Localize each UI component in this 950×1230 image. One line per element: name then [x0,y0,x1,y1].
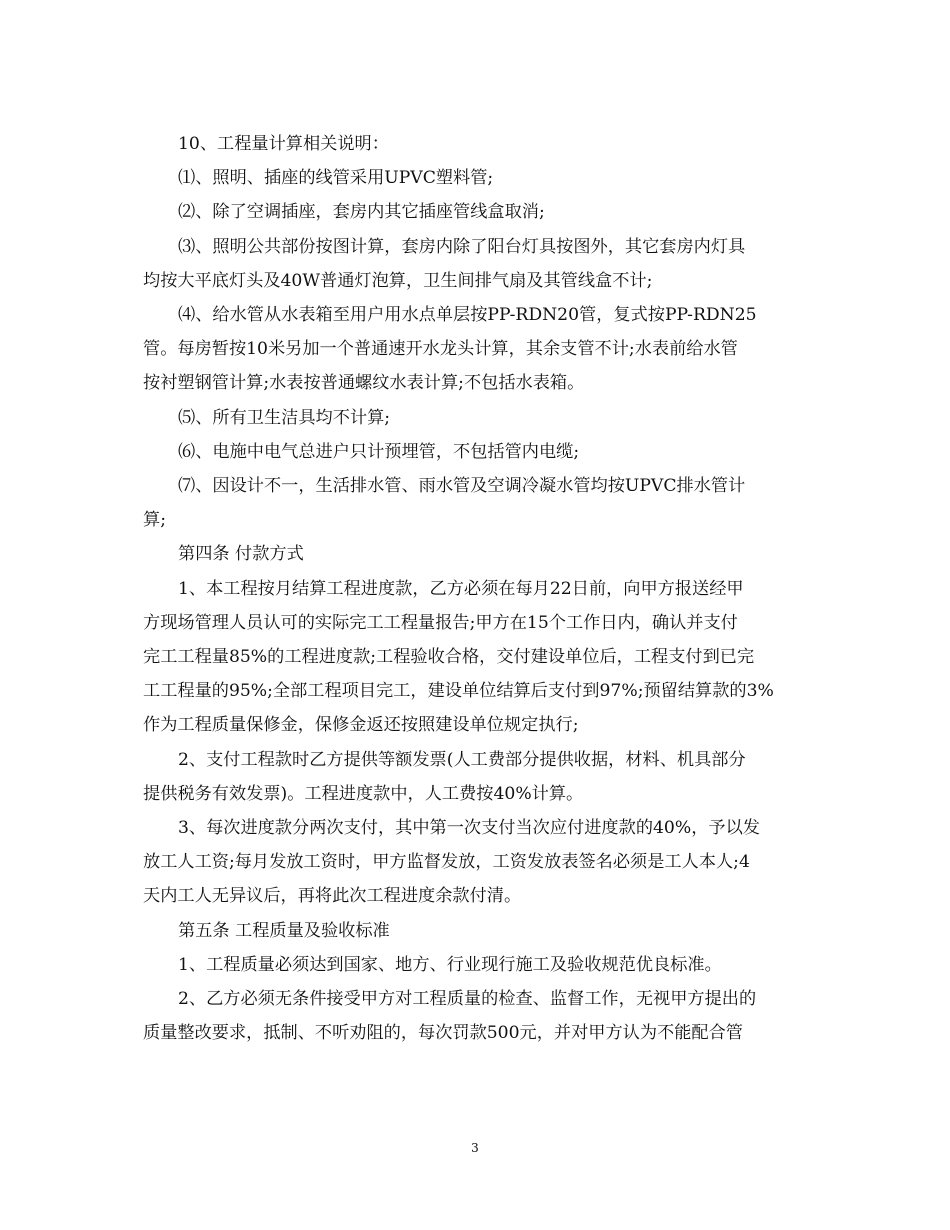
paragraph-p15 [143,982,813,1050]
text-line: ⑷、给水管从水表箱至用户用水点单层按PP-RDN20管，复式按PP-RDN25 [178,305,757,326]
text-line: 第四条 付款方式 [178,544,304,565]
paragraph-p8 [143,469,813,537]
paragraph-p3 [143,195,813,229]
text-line: 按衬塑钢管计算;水表按普通螺纹水表计算;不包括水表箱。 [143,373,585,394]
text-line: 第五条 工程质量及验收标准 [178,920,390,941]
text-line: 质量整改要求，抵制、不听劝阻的，每次罚款500元，并对甲方认为不能配合管 [143,1023,743,1044]
text-line: ⑺、因设计不一，生活排水管、雨水管及空调冷凝水管均按UPVC排水管计 [178,476,746,497]
text-line: 放工人工资;每月发放工资时，甲方监督发放，工资发放表签名必须是工人本人;4 [143,852,750,873]
text-line: 提供税务有效发票)。工程进度款中，人工费按40%计算。 [143,783,584,804]
paragraph-p2 [143,161,813,195]
paragraph-p5 [143,298,813,401]
paragraph-p11 [143,743,813,811]
text-line: ⑸、所有卫生洁具均不计算; [178,407,391,428]
text-line: 1、工程质量必须达到国家、地方、行业现行施工及验收规范优良标准。 [178,954,722,975]
text-line: ⑹、电施中电气总进户只计预埋管，不包括管内电缆; [178,441,580,462]
text-line: ⑴、照明、插座的线管采用UPVC塑料管; [178,168,494,189]
section-heading-article-4 [143,537,813,571]
text-line: 1、本工程按月结算工程进度款，乙方必须在每月22日前，向甲方报送经甲 [178,578,744,599]
text-line: 3、每次进度款分两次支付，其中第一次支付当次应付进度款的40%，予以发 [178,818,760,839]
section-heading-article-5 [143,914,813,948]
text-line: 均按大平底灯头及40W普通灯泡算，卫生间排气扇及其管线盒不计; [143,270,653,291]
paragraph-p10 [143,572,813,743]
document-body [143,127,813,1050]
text-line: 工工程量的95%;全部工程项目完工，建设单位结算后支付到97%;预留结算款的3% [143,681,774,702]
paragraph-p7 [143,435,813,469]
text-line: 2、乙方必须无条件接受甲方对工程质量的检查、监督工作，无视甲方提出的 [178,989,757,1010]
text-line: 2、支付工程款时乙方提供等额发票(人工费部分提供收据，材料、机具部分 [178,749,746,770]
text-line: 完工工程量85%的工程进度款;工程验收合格，交付建设单位后，工程支付到已完 [143,647,755,668]
paragraph-p4 [143,230,813,298]
text-line: 管。每房暂按10米另加一个普通速开水龙头计算，其余支管不计;水表前给水管 [143,339,738,360]
text-line: 10、工程量计算相关说明： [178,134,389,154]
paragraph-p14 [143,948,813,982]
text-line: 算; [143,510,166,531]
paragraph-p1 [143,127,813,161]
paragraph-p6 [143,401,813,435]
paragraph-p12 [143,811,813,914]
page-number: 3 [471,1141,479,1155]
text-line: 作为工程质量保修金，保修金返还按照建设单位规定执行; [143,715,579,736]
text-line: ⑶、照明公共部份按图计算，套房内除了阳台灯具按图外，其它套房内灯具 [178,236,746,257]
text-line: 方现场管理人员认可的实际完工工程量报告;甲方在15个工作日内，确认并支付 [143,612,738,633]
text-line: ⑵、除了空调插座，套房内其它插座管线盒取消; [178,202,545,223]
text-line: 天内工人无异议后，再将此次工程进度余款付清。 [143,886,522,907]
